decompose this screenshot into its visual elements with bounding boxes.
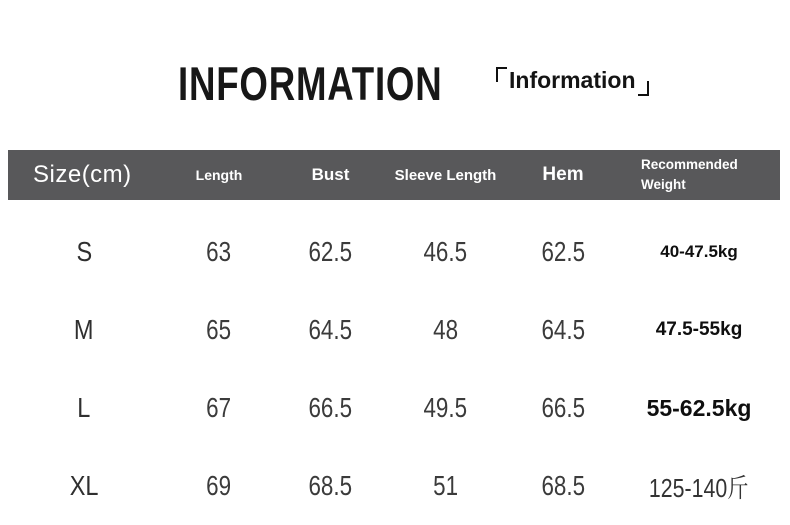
hem-cell [508,314,618,346]
recommended-weight-value: 47.5-55kg [655,319,743,340]
length-value: 67 [206,392,232,423]
sleeve-length-value: 48 [433,314,458,345]
hem-cell [508,470,618,502]
length-value: 63 [206,236,232,267]
hem-value: 64.5 [541,314,585,345]
bust-value: 66.5 [308,392,353,423]
recommended-weight-cell [618,395,780,422]
bust-cell [278,314,383,346]
length-cell [160,470,278,502]
sleeve-length-cell [383,392,508,424]
hem-value: 68.5 [541,470,585,501]
sleeve-length-cell [383,470,508,502]
bust-cell [278,470,383,502]
open-corner-bracket-icon [496,67,507,82]
size-table-body [8,200,780,525]
recommended-weight-cell [618,468,780,505]
col-header-sleeve-length: Sleeve Length [394,166,497,184]
bust-value: 64.5 [308,314,353,345]
size-cell [8,314,160,346]
table-row-m [8,291,780,369]
sleeve-length-value: 46.5 [423,236,468,267]
length-cell [160,314,278,346]
table-row-xl [8,447,780,525]
table-row-s [8,213,780,291]
recommended-weight-cell [618,242,780,262]
length-cell [160,236,278,268]
page-subtitle [496,66,649,98]
recommended-weight-value: 125-140斤 [649,472,749,503]
length-value: 65 [206,314,232,345]
sleeve-length-cell [383,236,508,268]
col-header-size: Size(cm) [33,161,132,188]
bust-value: 62.5 [308,236,353,267]
close-corner-bracket-icon [638,81,649,96]
recommended-weight-value: 40-47.5kg [660,242,738,261]
sleeve-length-value: 49.5 [423,392,468,423]
size-table-header [8,150,780,200]
size-value: L [77,392,91,423]
sleeve-length-cell [383,314,508,346]
bust-cell [278,236,383,268]
sleeve-length-value: 51 [433,470,458,501]
hem-value: 62.5 [541,236,585,267]
col-header-bust: Bust [311,165,350,184]
page-title: INFORMATION [178,57,443,110]
size-cell [8,392,160,424]
col-header-length: Length [195,167,243,183]
recommended-weight-cell [618,319,780,341]
length-value: 69 [206,470,232,501]
hem-value: 66.5 [541,392,585,423]
size-value: XL [69,470,99,501]
size-value: M [74,314,94,345]
recommended-weight-value: 55-62.5kg [646,394,752,421]
hem-cell [508,236,618,268]
size-cell [8,470,160,502]
col-header-hem: Hem [542,164,584,185]
bust-value: 68.5 [308,470,353,501]
bust-cell [278,392,383,424]
length-cell [160,392,278,424]
col-header-recommended-weight: Recommended Weight [641,156,738,192]
size-value: S [76,236,92,267]
size-cell [8,236,160,268]
page-subtitle-text: Information [509,67,636,93]
table-row-l [8,369,780,447]
hem-cell [508,392,618,424]
